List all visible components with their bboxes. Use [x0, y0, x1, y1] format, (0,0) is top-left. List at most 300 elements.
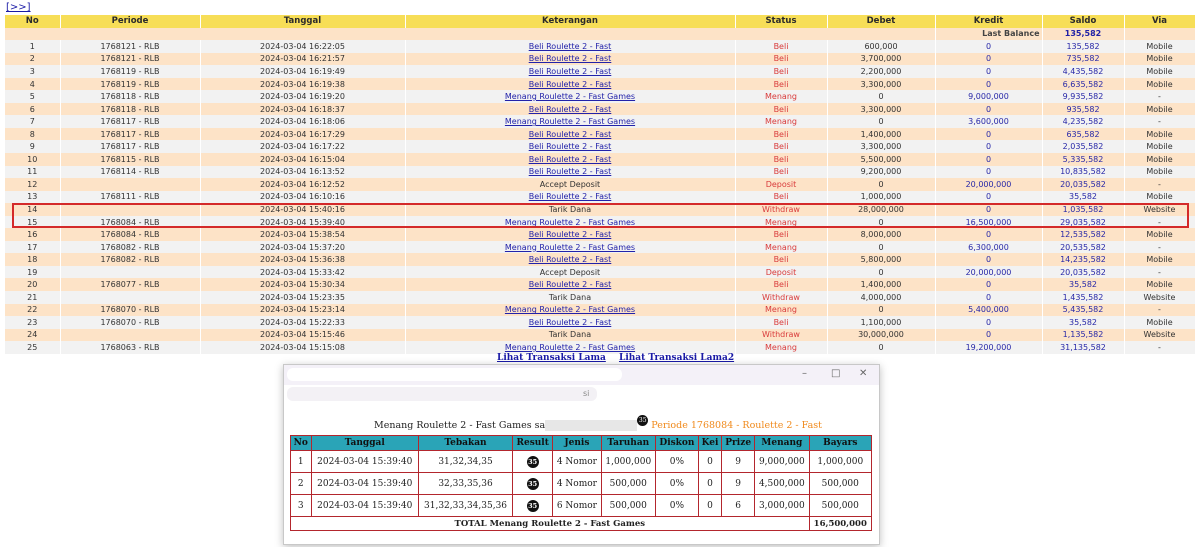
transaction-link[interactable]: Beli Roulette 2 - Fast	[528, 129, 612, 139]
cell-kredit	[935, 216, 1042, 229]
cell-debet	[827, 78, 935, 91]
cell-status	[735, 191, 827, 204]
transaction-link[interactable]: Menang Roulette 2 - Fast Games	[504, 242, 636, 252]
cell-via	[1124, 140, 1195, 153]
cell-kredit	[935, 40, 1042, 53]
detail-cell-bayars: 500,000	[809, 473, 871, 495]
cell-tanggal-text: 2024-03-04 15:23:14	[260, 305, 345, 315]
result-ball-icon: 35	[528, 479, 538, 488]
cell-no-text: 4	[29, 79, 35, 89]
cell-kredit-text: 0	[985, 129, 992, 139]
col-header-kredit: Kredit	[935, 15, 1042, 28]
cell-via-text: Mobile	[1146, 167, 1173, 177]
cell-debet	[827, 166, 935, 179]
cell-tanggal	[200, 115, 405, 128]
cell-kredit	[935, 291, 1042, 304]
cell-debet-text: 3,300,000	[860, 104, 902, 114]
table-row	[5, 191, 1195, 204]
transaction-table	[5, 15, 1196, 354]
cell-status-text: Menang	[765, 117, 797, 127]
cell-via-text: Mobile	[1146, 54, 1173, 64]
detail-cell-jenis: 4 Nomor	[553, 473, 601, 495]
cell-periode	[60, 216, 200, 229]
cell-status	[735, 140, 827, 153]
cell-tanggal	[200, 241, 405, 254]
transaction-link[interactable]: Menang Roulette 2 - Fast Games	[504, 92, 636, 102]
cell-status	[735, 166, 827, 179]
cell-status-text: Withdraw	[762, 204, 800, 214]
cell-kredit-text: 0	[985, 54, 992, 64]
cell-saldo	[1042, 203, 1124, 216]
cell-via	[1124, 253, 1195, 266]
transaction-link[interactable]: Beli Roulette 2 - Fast	[528, 154, 612, 164]
cell-tanggal-text: 2024-03-04 16:21:57	[260, 54, 345, 64]
cell-status	[735, 153, 827, 166]
cell-status-text: Beli	[773, 154, 789, 164]
cell-keterangan	[405, 115, 735, 128]
maximize-icon[interactable]: □	[831, 368, 841, 379]
transaction-link[interactable]: Beli Roulette 2 - Fast	[528, 79, 612, 89]
cell-no	[5, 291, 60, 304]
cell-kredit-text: 0	[985, 66, 992, 76]
cell-tanggal-text: 2024-03-04 16:19:38	[260, 79, 345, 89]
cell-tanggal	[200, 166, 405, 179]
detail-cell-menang: 9,000,000	[755, 451, 809, 473]
cell-no	[5, 329, 60, 342]
transaction-link[interactable]: Beli Roulette 2 - Fast	[528, 255, 612, 265]
cell-no	[5, 166, 60, 179]
cell-kredit-text: 5,400,000	[968, 305, 1009, 315]
cell-keterangan	[405, 228, 735, 241]
cell-saldo	[1042, 78, 1124, 91]
transaction-link[interactable]: Beli Roulette 2 - Fast	[528, 167, 612, 177]
cell-periode-text: 1768084 - RLB	[100, 217, 160, 227]
cell-status	[735, 178, 827, 191]
cell-kredit	[935, 203, 1042, 216]
detail-cell-tebakan: 31,32,34,35	[418, 451, 512, 473]
cell-keterangan	[405, 40, 735, 53]
last-balance-row	[5, 28, 1195, 41]
cell-keterangan	[405, 53, 735, 66]
cell-status-text: Beli	[773, 192, 789, 202]
table-row	[5, 304, 1195, 317]
cell-keterangan-text: Accept Deposit	[539, 179, 601, 189]
detail-cell-taruhan: 1,000,000	[601, 451, 655, 473]
cell-keterangan	[405, 304, 735, 317]
cell-periode-text: 1768077 - RLB	[100, 280, 160, 290]
cell-via	[1124, 203, 1195, 216]
cell-no	[5, 103, 60, 116]
cell-status	[735, 266, 827, 279]
cell-saldo	[1042, 341, 1124, 354]
detail-col-header: Menang	[755, 436, 809, 451]
cell-status-text: Deposit	[765, 267, 797, 277]
cell-keterangan	[405, 291, 735, 304]
cell-kredit-text: 0	[985, 292, 992, 302]
cell-periode	[60, 140, 200, 153]
cell-debet-text: 1,100,000	[860, 317, 902, 327]
cell-tanggal-text: 2024-03-04 16:10:16	[260, 192, 345, 202]
cell-tanggal	[200, 103, 405, 116]
cell-debet	[827, 278, 935, 291]
cell-periode	[60, 241, 200, 254]
cell-tanggal	[200, 216, 405, 229]
cell-no	[5, 115, 60, 128]
cell-periode-text: 1768117 - RLB	[100, 142, 160, 152]
cell-status	[735, 53, 827, 66]
cell-status	[735, 78, 827, 91]
cell-saldo-text: 1,035,582	[1062, 204, 1104, 214]
cell-periode	[60, 278, 200, 291]
cell-status	[735, 90, 827, 103]
table-row	[5, 216, 1195, 229]
cell-kredit-text: 6,300,000	[968, 242, 1009, 252]
close-icon[interactable]: ✕	[859, 368, 868, 379]
cell-no-text: 7	[29, 117, 35, 127]
cell-kredit-text: 0	[985, 255, 992, 265]
cell-tanggal	[200, 40, 405, 53]
cell-tanggal	[200, 53, 405, 66]
transaction-link[interactable]: Beli Roulette 2 - Fast	[528, 142, 612, 152]
cell-keterangan	[405, 266, 735, 279]
cell-no-text: 21	[27, 292, 38, 302]
cell-via-text: Website	[1143, 330, 1176, 340]
cell-status-text: Beli	[773, 54, 789, 64]
cell-debet	[827, 178, 935, 191]
cell-saldo-text: 35,582	[1069, 192, 1097, 202]
transaction-link[interactable]: Menang Roulette 2 - Fast Games	[504, 217, 636, 227]
cell-periode-text: 1768119 - RLB	[100, 79, 160, 89]
cell-via-text: -	[1158, 305, 1161, 315]
transaction-link[interactable]: Beli Roulette 2 - Fast	[528, 317, 612, 327]
cell-kredit	[935, 253, 1042, 266]
table-row	[5, 53, 1195, 66]
cell-periode-text: 1768114 - RLB	[100, 167, 160, 177]
cell-debet	[827, 90, 935, 103]
cell-keterangan	[405, 216, 735, 229]
table-header-row	[5, 15, 1195, 28]
cell-periode	[60, 191, 200, 204]
cell-tanggal-text: 2024-03-04 16:12:52	[260, 179, 345, 189]
cell-tanggal-text: 2024-03-04 15:39:40	[260, 217, 345, 227]
cell-periode-text: 1768118 - RLB	[100, 92, 160, 102]
cell-debet-text: 0	[878, 305, 884, 315]
col-header-tanggal: Tanggal	[200, 15, 405, 28]
detail-cell-tebakan: 32,33,35,36	[418, 473, 512, 495]
bottom-links	[497, 353, 744, 363]
transaction-link[interactable]: Beli Roulette 2 - Fast	[528, 66, 612, 76]
cell-periode	[60, 178, 200, 191]
cell-via-text: Mobile	[1146, 230, 1173, 240]
cell-periode-text: 1768070 - RLB	[100, 317, 160, 327]
cell-tanggal	[200, 316, 405, 329]
detail-cell-tanggal: 2024-03-04 15:39:40	[311, 473, 418, 495]
cell-kredit-text: 16,500,000	[965, 217, 1012, 227]
cell-no-text: 17	[27, 242, 38, 252]
transaction-link[interactable]: Beli Roulette 2 - Fast	[528, 230, 612, 240]
cell-via	[1124, 128, 1195, 141]
detail-col-header: Jenis	[553, 436, 601, 451]
table-row	[5, 178, 1195, 191]
cell-tanggal-text: 2024-03-04 16:18:06	[260, 117, 345, 127]
cell-no	[5, 153, 60, 166]
detail-col-header: Diskon	[655, 436, 698, 451]
cell-via-text: Mobile	[1146, 104, 1173, 114]
cell-status-text: Beli	[773, 41, 789, 51]
cell-saldo	[1042, 191, 1124, 204]
detail-cell-bayars: 500,000	[809, 495, 871, 517]
cell-status-text: Beli	[773, 230, 789, 240]
cell-no-text: 15	[27, 217, 38, 227]
cell-tanggal	[200, 78, 405, 91]
cell-kredit	[935, 103, 1042, 116]
table-row	[5, 291, 1195, 304]
detail-cell-jenis: 4 Nomor	[553, 451, 601, 473]
cell-keterangan	[405, 329, 735, 342]
cell-no	[5, 216, 60, 229]
col-header-keterangan: Keterangan	[405, 15, 735, 28]
cell-no-text: 25	[27, 342, 38, 352]
cell-kredit	[935, 153, 1042, 166]
cell-tanggal	[200, 140, 405, 153]
detail-col-header: Kei	[698, 436, 721, 451]
cell-via-text: Mobile	[1146, 280, 1173, 290]
cell-debet-text: 600,000	[864, 41, 898, 51]
cell-status-text: Beli	[773, 142, 789, 152]
col-header-debet: Debet	[827, 15, 935, 28]
cell-no-text: 24	[27, 330, 38, 340]
cell-saldo	[1042, 241, 1124, 254]
cell-periode-text: 1768117 - RLB	[100, 117, 160, 127]
cell-saldo-text: 4,235,582	[1062, 117, 1104, 127]
cell-keterangan	[405, 191, 735, 204]
cell-tanggal-text: 2024-03-04 15:23:35	[260, 292, 345, 302]
cell-saldo-text: 2,035,582	[1062, 142, 1104, 152]
cell-tanggal	[200, 228, 405, 241]
cell-no-text: 8	[29, 129, 35, 139]
cell-kredit	[935, 329, 1042, 342]
cell-periode	[60, 316, 200, 329]
cell-saldo-text: 12,535,582	[1060, 230, 1106, 240]
cell-status-text: Menang	[765, 92, 797, 102]
cell-debet	[827, 316, 935, 329]
cell-via	[1124, 153, 1195, 166]
cell-debet	[827, 203, 935, 216]
cell-no	[5, 128, 60, 141]
cell-status	[735, 103, 827, 116]
transaction-link[interactable]: Beli Roulette 2 - Fast	[528, 104, 612, 114]
cell-no-text: 9	[29, 142, 35, 152]
transaction-link[interactable]: Menang Roulette 2 - Fast Games	[504, 117, 636, 127]
cell-tanggal-text: 2024-03-04 15:33:42	[260, 267, 345, 277]
detail-cell-menang: 4,500,000	[755, 473, 809, 495]
cell-kredit	[935, 228, 1042, 241]
cell-tanggal	[200, 153, 405, 166]
cell-keterangan	[405, 341, 735, 354]
cell-saldo-text: 20,035,582	[1060, 179, 1106, 189]
cell-tanggal	[200, 128, 405, 141]
cell-tanggal-text: 2024-03-04 16:15:04	[260, 154, 345, 164]
table-row	[5, 341, 1195, 354]
transaction-link[interactable]: Beli Roulette 2 - Fast	[528, 54, 612, 64]
cell-saldo-text: 20,035,582	[1060, 267, 1106, 277]
col-header-status: Status	[735, 15, 827, 28]
detail-cell-prize: 9	[722, 473, 755, 495]
cell-periode-text: 1768115 - RLB	[100, 154, 160, 164]
cell-via-text: -	[1158, 92, 1161, 102]
cell-debet-text: 0	[878, 242, 884, 252]
cell-status	[735, 278, 827, 291]
cell-no	[5, 241, 60, 254]
cell-via-text: Mobile	[1146, 154, 1173, 164]
cell-keterangan	[405, 78, 735, 91]
cell-saldo-text: 6,635,582	[1062, 79, 1104, 89]
cell-saldo	[1042, 329, 1124, 342]
cell-debet-text: 0	[878, 217, 884, 227]
cell-no	[5, 140, 60, 153]
cell-tanggal-text: 2024-03-04 15:36:38	[260, 255, 345, 265]
transaction-link[interactable]: Menang Roulette 2 - Fast Games	[504, 305, 636, 315]
cell-saldo	[1042, 153, 1124, 166]
detail-col-header: Taruhan	[601, 436, 655, 451]
detail-cell-diskon: 0%	[655, 473, 698, 495]
cell-debet-text: 5,800,000	[860, 255, 902, 265]
cell-no	[5, 316, 60, 329]
cell-via-text: -	[1158, 342, 1161, 352]
cell-periode-text: 1768082 - RLB	[100, 242, 160, 252]
cell-debet-text: 9,200,000	[860, 167, 902, 177]
cell-via-text: -	[1158, 242, 1161, 252]
cell-saldo	[1042, 128, 1124, 141]
cell-debet-text: 1,400,000	[860, 280, 902, 290]
cell-status-text: Beli	[773, 317, 789, 327]
cell-status-text: Beli	[773, 66, 789, 76]
cell-status	[735, 128, 827, 141]
cell-via	[1124, 266, 1195, 279]
cell-kredit	[935, 53, 1042, 66]
popup-url-field[interactable]: si	[287, 387, 597, 401]
table-row	[5, 241, 1195, 254]
table-row	[5, 278, 1195, 291]
cell-saldo	[1042, 216, 1124, 229]
cell-saldo-text: 1,135,582	[1062, 330, 1104, 340]
transaction-link[interactable]: Beli Roulette 2 - Fast	[528, 280, 612, 290]
cell-status-text: Beli	[773, 167, 789, 177]
old-transactions-link[interactable]: Lihat Transaksi Lama	[497, 353, 606, 363]
minimize-icon[interactable]: –	[802, 368, 807, 379]
cell-no-text: 12	[27, 179, 38, 189]
cell-debet-text: 1,000,000	[860, 192, 902, 202]
cell-kredit	[935, 304, 1042, 317]
table-row	[5, 78, 1195, 91]
cell-tanggal	[200, 203, 405, 216]
cell-keterangan	[405, 65, 735, 78]
detail-cell-kei: 0	[698, 495, 721, 517]
table-row	[5, 253, 1195, 266]
cell-via-text: Mobile	[1146, 192, 1173, 202]
transaction-link[interactable]: Beli Roulette 2 - Fast	[528, 41, 612, 51]
old-transactions-2-link[interactable]: Lihat Transaksi Lama2	[618, 353, 735, 363]
cell-status	[735, 203, 827, 216]
cell-no-text: 23	[27, 317, 38, 327]
cell-periode-text: 1768084 - RLB	[100, 230, 160, 240]
cell-via	[1124, 304, 1195, 317]
cell-tanggal-text: 2024-03-04 15:30:34	[260, 280, 345, 290]
cell-no	[5, 40, 60, 53]
cell-debet	[827, 329, 935, 342]
cell-status	[735, 253, 827, 266]
cell-saldo	[1042, 140, 1124, 153]
cell-status	[735, 40, 827, 53]
cell-via-text: Mobile	[1146, 79, 1173, 89]
detail-row	[291, 473, 872, 495]
cell-keterangan	[405, 253, 735, 266]
cell-keterangan	[405, 103, 735, 116]
cell-kredit	[935, 316, 1042, 329]
col-header-periode: Periode	[60, 15, 200, 28]
cell-via-text: Mobile	[1146, 41, 1173, 51]
cell-via	[1124, 40, 1195, 53]
cell-tanggal-text: 2024-03-04 16:22:05	[260, 41, 345, 51]
cell-debet	[827, 53, 935, 66]
cell-keterangan	[405, 128, 735, 141]
detail-cell-kei: 0	[698, 451, 721, 473]
cell-saldo-text: 35,582	[1069, 317, 1097, 327]
cell-keterangan	[405, 166, 735, 179]
table-row	[5, 153, 1195, 166]
cell-tanggal	[200, 291, 405, 304]
cell-saldo	[1042, 103, 1124, 116]
cell-via	[1124, 53, 1195, 66]
cell-debet-text: 8,000,000	[860, 230, 902, 240]
cell-via	[1124, 191, 1195, 204]
cell-saldo	[1042, 304, 1124, 317]
cell-debet	[827, 291, 935, 304]
detail-cell-taruhan: 500,000	[601, 495, 655, 517]
cell-debet-text: 1,400,000	[860, 129, 902, 139]
cell-status-text: Withdraw	[762, 292, 800, 302]
next-page-link[interactable]: [>>]	[6, 2, 31, 13]
cell-periode	[60, 128, 200, 141]
cell-saldo	[1042, 253, 1124, 266]
cell-periode-text: 1768121 - RLB	[100, 54, 160, 64]
cell-no-text: 10	[27, 154, 38, 164]
detail-col-header: Result	[513, 436, 553, 451]
cell-periode-text: 1768111 - RLB	[100, 192, 160, 202]
cell-keterangan	[405, 178, 735, 191]
table-row	[5, 103, 1195, 116]
detail-cell-prize: 6	[722, 495, 755, 517]
cell-kredit-text: 0	[985, 41, 992, 51]
detail-cell-tebakan: 31,32,33,34,35,36	[418, 495, 512, 517]
detail-cell-kei: 0	[698, 473, 721, 495]
cell-tanggal	[200, 253, 405, 266]
cell-status-text: Menang	[765, 342, 797, 352]
cell-saldo-text: 9,935,582	[1062, 92, 1104, 102]
transaction-link[interactable]: Beli Roulette 2 - Fast	[528, 192, 612, 202]
cell-kredit-text: 0	[985, 330, 992, 340]
cell-debet	[827, 253, 935, 266]
cell-kredit-text: 20,000,000	[965, 179, 1012, 189]
cell-kredit	[935, 191, 1042, 204]
cell-via	[1124, 228, 1195, 241]
cell-no-text: 19	[27, 267, 38, 277]
bet-detail-table	[290, 435, 872, 531]
cell-kredit	[935, 278, 1042, 291]
cell-status-text: Withdraw	[762, 330, 800, 340]
transaction-link[interactable]: Menang Roulette 2 - Fast Games	[504, 342, 636, 352]
cell-periode-text: 1768118 - RLB	[100, 104, 160, 114]
